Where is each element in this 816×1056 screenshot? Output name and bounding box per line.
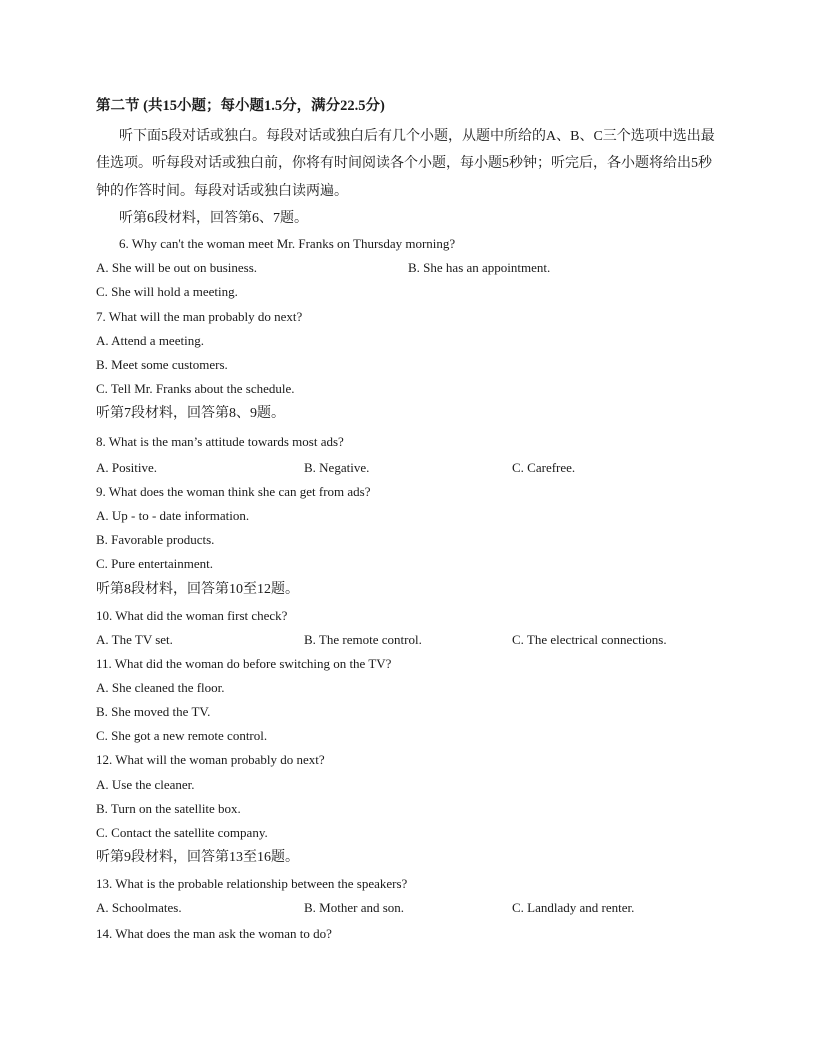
- question-6: 6. Why can't the woman meet Mr. Franks on Thursday morning?: [119, 236, 456, 251]
- question-7-option-a: A. Attend a meeting.: [96, 333, 204, 348]
- question-8-option-b: B. Negative.: [304, 460, 370, 475]
- question-6-option-a: A. She will be out on business.: [96, 260, 258, 275]
- question-10-option-b: B. The remote control.: [304, 632, 422, 647]
- material-9-label: 听第9段材料，回答第13至16题。: [96, 850, 299, 865]
- question-8-option-c: C. Carefree.: [512, 460, 576, 475]
- question-7-option-b: B. Meet some customers.: [96, 357, 228, 372]
- question-9-option-a: A. Up - to - date information.: [96, 508, 250, 523]
- material-8-label: 听第8段材料，回答第10至12题。: [96, 582, 299, 597]
- question-11-option-a: A. She cleaned the floor.: [96, 680, 225, 695]
- question-6-option-c: C. She will hold a meeting.: [96, 284, 238, 299]
- intro-line-2: 佳选项。听每段对话或独白前，你将有时间阅读各个小题，每小题5秒钟；听完后，各小题将给出5秒: [96, 156, 712, 171]
- intro-line-3: 钟的作答时间。每段对话或独白读两遍。: [96, 184, 348, 199]
- question-12-option-c: C. Contact the satellite company.: [96, 825, 268, 840]
- question-7-option-c: C. Tell Mr. Franks about the schedule.: [96, 381, 295, 396]
- question-12: 12. What will the woman probably do next?: [96, 752, 325, 767]
- question-9-option-b: B. Favorable products.: [96, 532, 215, 547]
- question-12-option-b: B. Turn on the satellite box.: [96, 801, 241, 816]
- question-11: 11. What did the woman do before switching on the TV?: [96, 656, 392, 671]
- question-12-option-a: A. Use the cleaner.: [96, 777, 195, 792]
- question-11-option-c: C. She got a new remote control.: [96, 728, 268, 743]
- question-8-option-a: A. Positive.: [96, 460, 158, 475]
- question-8: 8. What is the man’s attitude towards most ads?: [96, 434, 344, 449]
- question-6-option-b: B. She has an appointment.: [408, 260, 551, 275]
- question-10: 10. What did the woman first check?: [96, 608, 288, 623]
- question-13: 13. What is the probable relationship between the speakers?: [96, 876, 408, 891]
- question-14: 14. What does the man ask the woman to do?: [96, 926, 332, 941]
- intro-line-1: 听下面5段对话或独白。每段对话或独白后有几个小题，从题中所给的A、B、C三个选项中选出最: [119, 129, 715, 144]
- question-9: 9. What does the woman think she can get from ads?: [96, 484, 371, 499]
- question-7: 7. What will the man probably do next?: [96, 309, 303, 324]
- material-6-label: 听第6段材料，回答第6、7题。: [119, 211, 308, 226]
- material-7-label: 听第7段材料，回答第8、9题。: [96, 406, 285, 421]
- question-13-option-a: A. Schoolmates.: [96, 900, 182, 915]
- section-heading: 第二节 (共15小题；每小题1.5分，满分22.5分): [96, 98, 385, 114]
- question-10-option-a: A. The TV set.: [96, 632, 173, 647]
- question-9-option-c: C. Pure entertainment.: [96, 556, 213, 571]
- question-13-option-c: C. Landlady and renter.: [512, 900, 635, 915]
- question-13-option-b: B. Mother and son.: [304, 900, 405, 915]
- question-10-option-c: C. The electrical connections.: [512, 632, 667, 647]
- question-11-option-b: B. She moved the TV.: [96, 704, 211, 719]
